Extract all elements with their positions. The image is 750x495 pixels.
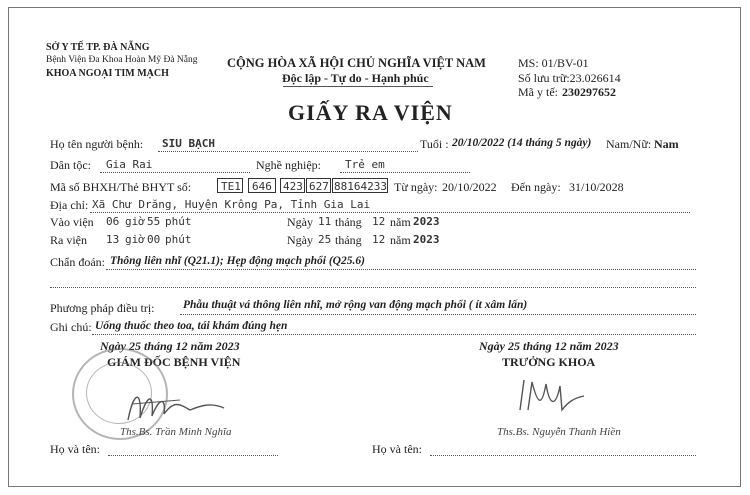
right-sign-role: TRƯỞNG KHOA (502, 355, 596, 369)
motto-underline (283, 86, 433, 87)
discharge-year-label: năm (390, 233, 411, 247)
left-signer-name: Ths.Bs. Trần Minh Nghĩa (120, 426, 232, 438)
admission-minute: 55 (147, 215, 161, 228)
insurance-part-3: 423 (283, 180, 303, 193)
admission-year-label: năm (390, 215, 411, 229)
ward-name: KHOA NGOẠI TIM MẠCH (46, 68, 169, 79)
note-label: Ghi chú: (50, 320, 92, 334)
admission-year: 2023 (413, 215, 440, 228)
discharge-year: 2023 (413, 233, 440, 246)
patient-gender: Nam (654, 137, 679, 151)
discharge-hour: 13 (106, 233, 120, 246)
insurance-part-5: 88164233 (334, 180, 387, 193)
dept-name: SỞ Y TẾ TP. ĐÀ NẴNG (46, 42, 150, 53)
discharge-minute-unit: phút (165, 233, 192, 246)
to-date-label: Đến ngày: (511, 180, 561, 194)
discharge-label: Ra viện (50, 233, 87, 247)
gender-label: Nam/Nữ: (606, 137, 652, 151)
right-sign-date: Ngày 25 tháng 12 năm 2023 (479, 339, 619, 353)
right-name-label: Họ và tên: (372, 442, 422, 456)
discharge-minute: 00 (147, 233, 161, 246)
hospital-name: Bệnh Viện Đa Khoa Hoàn Mỹ Đà Nẵng (46, 55, 198, 65)
patient-age: 20/10/2022 (14 tháng 5 ngày) (452, 137, 592, 149)
ethnicity-label: Dân tộc: (50, 158, 91, 172)
storage-number: Số lưu trữ:23.026614 (518, 71, 621, 85)
treatment-label: Phương pháp điều trị: (50, 301, 155, 315)
admission-month: 12 (372, 215, 386, 228)
medical-code-label: Mã y tế: (518, 85, 558, 99)
form-code: MS: 01/BV-01 (518, 56, 589, 70)
address-label: Địa chỉ: (50, 198, 89, 212)
admission-minute-unit: phút (165, 215, 192, 228)
insurance-part-1: TE1 (221, 180, 241, 193)
patient-address: Xã Chư Drăng, Huyện Krông Pa, Tỉnh Gia Lai (92, 198, 371, 211)
left-sign-date: Ngày 25 tháng 12 năm 2023 (100, 339, 240, 353)
age-label: Tuổi : (420, 137, 449, 151)
patient-name-label: Họ tên người bệnh: (50, 137, 144, 151)
discharge-month-label: tháng (335, 233, 362, 247)
admission-month-label: tháng (335, 215, 362, 229)
admission-hour-unit: giờ (125, 215, 145, 228)
patient-ethnicity: Gia Rai (106, 158, 153, 171)
document-title: GIẤY RA VIỆN (288, 100, 453, 125)
discharge-hour-unit: giờ (125, 233, 145, 246)
left-name-label: Họ và tên: (50, 442, 100, 456)
discharge-day-label: Ngày (287, 233, 313, 247)
admission-hour: 06 (106, 215, 120, 228)
director-signature (120, 380, 240, 430)
diagnosis-label: Chẩn đoán: (50, 255, 105, 269)
discharge-day: 25 (318, 233, 332, 246)
from-date-label: Từ ngày: (394, 180, 438, 194)
note: Uống thuốc theo toa, tái khám đúng hẹn (95, 320, 288, 332)
patient-occupation: Trẻ em (345, 158, 385, 171)
insurance-part-4: 627 (309, 180, 329, 193)
head-signature (512, 372, 592, 417)
insurance-label: Mã số BHXH/Thẻ BHYT số: (50, 180, 192, 194)
left-sign-role: GIÁM ĐỐC BỆNH VIỆN (107, 355, 241, 369)
patient-name: SIU BẠCH (162, 137, 215, 150)
admission-label: Vào viện (50, 215, 94, 229)
diagnosis: Thông liên nhĩ (Q21.1); Hẹp động mạch phổi (Q25.6) (110, 255, 365, 267)
medical-code: 230297652 (562, 85, 616, 99)
right-signer-name: Ths.Bs. Nguyễn Thanh Hiền (497, 426, 621, 438)
insurance-part-2: 646 (252, 180, 272, 193)
occupation-label: Nghề nghiệp: (256, 158, 321, 172)
from-date: 20/10/2022 (442, 180, 497, 194)
treatment: Phẫu thuật vá thông liên nhĩ, mở rộng van động mạch phổi ( ít xâm lấn) (183, 299, 528, 311)
admission-day-label: Ngày (287, 215, 313, 229)
nation-motto: Độc lập - Tự do - Hạnh phúc (282, 71, 429, 85)
discharge-month: 12 (372, 233, 386, 246)
admission-day: 11 (318, 215, 332, 228)
to-date: 31/10/2028 (569, 180, 624, 194)
nation-title: CỘNG HÒA XÃ HỘI CHỦ NGHĨA VIỆT NAM (227, 56, 486, 70)
